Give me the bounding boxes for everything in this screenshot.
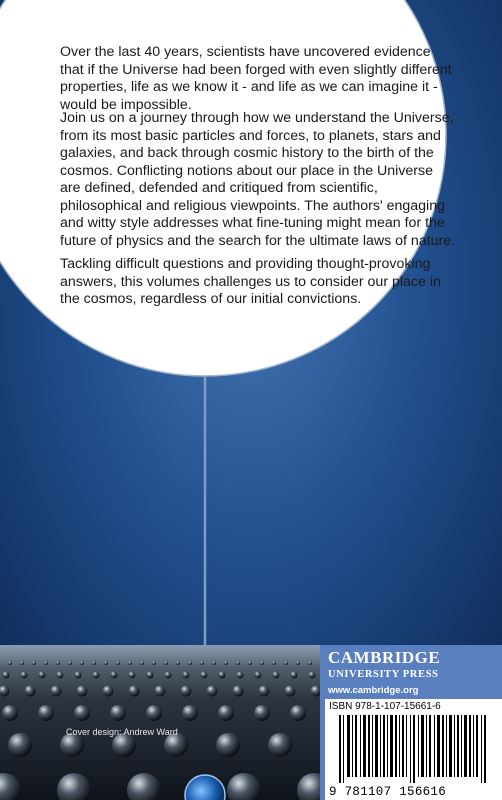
publisher-url[interactable]: www.cambridge.org: [328, 685, 419, 696]
barcode-digits: 9 781107 156616: [329, 785, 447, 799]
barcode-box: [325, 699, 502, 800]
blue-globe: [185, 775, 225, 800]
barcode-icon: [339, 715, 489, 783]
blurb-paragraph-3: Tackling difficult questions and providing thought-provoking answers, this volumes challenges us to consider our place in the cosmos, regardless of our initial convictions.: [60, 256, 441, 307]
blurb-paragraph-2: Join us on a journey through how we understand the Universe, from its most basic particles and forces, to planets, stars and galaxies, and back through cosmic history to the birth of the cosmos. Conflicting notions about our place in the Universe are defined, defended and critiqued from scientific, philosophical and religious viewpoints. The authors' engaging and witty style addresses what fine-tuning might mean for the future of physics and the search for the ultimate laws of nature.: [60, 110, 456, 249]
sphere-field-image: [0, 645, 320, 800]
publisher-press: UNIVERSITY PRESS: [328, 669, 439, 680]
isbn-label: ISBN 978-1-107-15661-6: [329, 701, 441, 712]
publisher-panel: [320, 645, 502, 800]
sphere-field-graphic: [0, 645, 320, 800]
blurb-paragraph-1: Over the last 40 years, scientists have uncovered evidence that if the Universe had been forged with even slightly different properties, life as we know it - and life as we can imagine it - would be impossible.: [60, 44, 452, 113]
publisher-name: CAMBRIDGE: [328, 648, 441, 667]
cover-credit: Cover design: Andrew Ward: [66, 727, 178, 737]
haze: [0, 645, 320, 667]
